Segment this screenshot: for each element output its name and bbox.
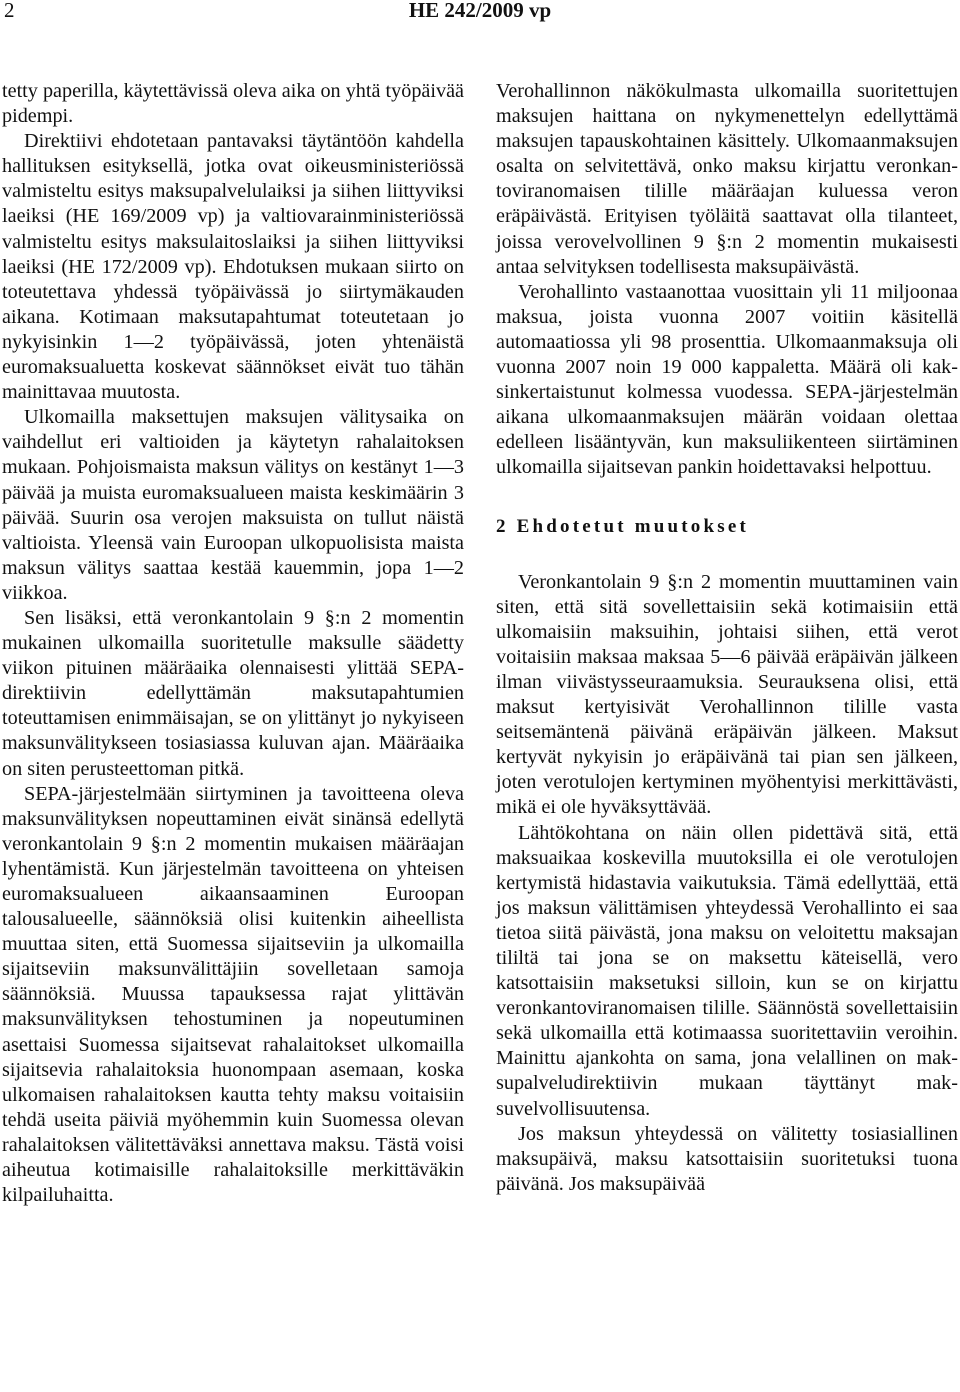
paragraph: Direktiivi ehdotetaan pantavaksi täytäntöön kahdella hallituksen esityksellä, jotka ovat oikeusministeriössä valmisteltu esitys maksupalvelulaiksi ja siihen liittyviksi laeiksi (HE 169/2009 vp) ja valtiovarainministeriössä valmisteltu esitys maksulaitoslaiksi ja siihen liittyviksi laeiksi (HE 172/2009 vp). Ehdotuksen mukaan siirto on toteutettava yhdessä työpäivässä jo siirtymäkauden aikana. Kotimaan maksutapahtumat toteutetaan jo nykyisinkin 1—2 työpäivässä, joten yhtenäistä euromaksualuetta koskevat säännökset eivät tuo tähän mainittavaa muutosta. xyxy=(2,130,464,404)
left-column xyxy=(2,79,464,1208)
page-header xyxy=(0,0,960,40)
paragraph: Ulkomailla maksettujen maksujen välitysaika on vaihdellut eri valtioiden ja käytetyn rahalaitoksen mukaan. Pohjoismaista maksun välitys on kestänyt 1—3 päivää ja muista euromaksualueen maista keskimäärin 3 päivää. Suurin osa verojen maksuista on tullut näistä valtioista. Yleensä vain Euroopan ulkopuolisista maista maksun välitys saattaa kestää kauemmin, jopa 1—2 viikkoa. xyxy=(2,406,464,604)
page-number: 2 xyxy=(4,0,15,22)
paragraph: SEPA-järjestelmään siirtyminen ja tavoitteena oleva maksunvälityksen nopeuttaminen eivät sinänsä edellytä veronkantolain 9 §:n 2 momentin mukaisen määräajan lyhentämistä. Kun järjestelmän tavoitteena on yhteisen euromaksualueen aikaansaaminen Euroopan talousalueelle, säännöksiä olisi kuitenkin aiheellista muuttaa siten, että Suomessa sijaitseviin ja ulkomailla sijaitseviin maksunvälittäjiin sovelletaan samoja säännöksiä. Muussa tapauksessa rajat ylittävän maksunvälityksen tehostuminen ja nopeutuminen asettaisi Suomessa sijaitsevat rahalaitokset ulkomailla sijaitsevia rahalaitoksia huonompaan asemaan, koska ulkomaisen rahalaitoksen kautta tehty maksu voitaisiin tehdä useita päiviä myöhemmin kuin Suomessa olevan rahalaitoksen välitettäväksi annettava maksu. Tästä voisi aiheutua kotimaisille rahalaitoksille merkittäväkin kilpailuhaitta. xyxy=(2,782,464,1207)
section-heading: 2 Ehdotetut muutokset xyxy=(496,515,749,537)
paragraph: Verohallinnon näkökulmasta ulkomailla suoritettujen maksujen haittana on nykymenettelyn edellyttämä maksujen tapauskohtainen käsittely. Ulkomaanmaksujen osalta on selvitettävä, onko maksu kirjattu veronkantoviranomaisen tilille määräajan kuluessa veron eräpäivästä. Erityisen työläitä saattavat olla tilanteet, joissa verovelvollinen 9 §:n 2 momentin mukaisesti antaa selvityksen todellisesta maksupäivästä. xyxy=(496,80,958,278)
paragraph: tetty paperilla, käytettävissä oleva aika on yhtä työpäivää pidempi. xyxy=(2,80,464,128)
document-id: HE 242/2009 vp xyxy=(408,0,552,22)
right-column xyxy=(496,79,958,1197)
paragraph: Sen lisäksi, että veronkantolain 9 §:n 2 momentin mukainen ulkomailla suoritetulle maksulle säädetty viikon pituinen määräaika olennaisesti ylittää SEPA-direktiivin edellyttämän maksutapahtumien toteuttamisen enimmäisajan, se on ylittänyt jo nykyiseen maksunvälitykseen tosiasiassa kuluvan ajan. Määräaika on siten perusteettoman pitkä. xyxy=(2,606,464,780)
paragraph: Veronkantolain 9 §:n 2 momentin muuttaminen vain siten, että sitä sovellettaisiin sekä kotimaisiin että ulkomaisiin maksuihin, johtaisi siihen, että verot voitaisiin maksaa maksaa 5—6 päivää eräpäivän jälkeen ilman viivästysseuraamuksia. Seurauksena olisi, että maksut kertyisivät Verohallinnon tilille vasta seitsemäntenä päivänä eräpäivän jälkeen. Maksut kertyvät nykyisin jo eräpäivänä tai pian sen jälkeen, joten verotulojen kertyminen myöhentyisi merkittävästi, mikä ei ole hyväksyttävää. xyxy=(496,570,958,819)
paragraph: Jos maksun yhteydessä on välitetty tosiasiallinen maksupäivä, maksu katsottaisiin suoritetuksi tuona päivänä. Jos maksupäivää xyxy=(496,1122,958,1195)
paragraph: Verohallinto vastaanottaa vuosittain yli 11 miljoonaa maksua, joista vuonna 2007 voitiin käsitellä automaatiossa yli 98 prosenttia. Ulkomaanmaksuja oli vuonna 2007 noin 19 000 kappaletta. Määrä oli kaksinkertaistunut kolmessa vuodessa. SEPA-järjestelmän aikana ulkomaanmaksujen määrän voidaan olettaa edelleen lisääntyvän, kun maksuliikenteen siirtäminen ulkomailla sijaitsevan pankin hoidettavaksi helpottuu. xyxy=(496,280,958,479)
paragraph: Lähtökohtana on näin ollen pidettävä sitä, että maksuaikaa koskevilla muutoksilla ei ole verotulojen kertymistä hidastavia vaikutuksia. Tämä edellyttää, että jos maksun välittämisen yhteydessä Verohallinto ei saa tietoa siitä päivästä, jona maksu on veloitettu maksajan tililtä tai jona se on maksettu käteisellä, vero katsottaisiin maksetuksi silloin, kun se on kirjattu veronkantoviranomaisen tilille. Säännöstä sovellettaisiin sekä ulkomailla että kotimaassa suoritettaviin veroihin. Mainittu ajankohta on sama, jona velallinen on maksupalveludirektiivin mukaan täyttänyt maksuvelvollisuutensa. xyxy=(496,821,958,1120)
